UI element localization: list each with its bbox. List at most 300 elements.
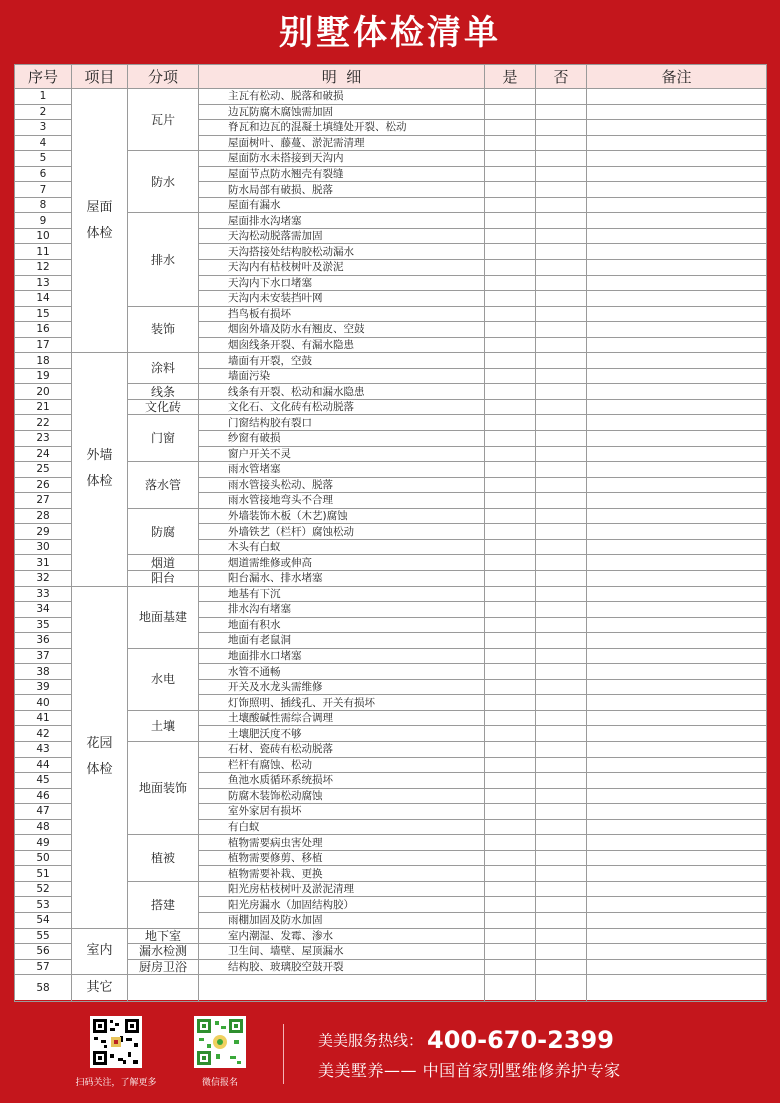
row-seq: 58 [15,975,72,1002]
remark-cell[interactable] [587,679,767,695]
check-yes-cell[interactable] [485,244,536,260]
remark-cell[interactable] [587,275,767,291]
wechat-qr-code-icon [194,1016,246,1068]
check-yes-cell[interactable] [485,804,536,820]
check-no-cell[interactable] [536,337,587,353]
check-yes-cell[interactable] [485,260,536,276]
check-no-cell[interactable] [536,260,587,276]
remark-cell[interactable] [587,586,767,602]
check-yes-cell[interactable] [485,368,536,384]
row-detail: 排水沟有堵塞 [199,602,485,618]
row-seq: 32 [15,570,72,586]
subgroup-cell: 文化砖 [128,399,199,415]
row-detail: 烟道需维修或伸高 [199,555,485,571]
row-seq: 52 [15,881,72,897]
row-seq: 29 [15,524,72,540]
check-no-cell[interactable] [536,120,587,136]
row-seq: 47 [15,804,72,820]
remark-cell[interactable] [587,462,767,478]
check-no-cell[interactable] [536,944,587,960]
check-yes-cell[interactable] [485,524,536,540]
check-yes-cell[interactable] [485,493,536,509]
row-seq: 27 [15,493,72,509]
check-no-cell[interactable] [536,695,587,711]
remark-cell[interactable] [587,399,767,415]
subgroup-cell: 门窗 [128,415,199,462]
remark-cell[interactable] [587,835,767,851]
remark-cell[interactable] [587,866,767,882]
check-yes-cell[interactable] [485,602,536,618]
check-yes-cell[interactable] [485,291,536,307]
check-no-cell[interactable] [536,399,587,415]
check-no-cell[interactable] [536,773,587,789]
check-yes-cell[interactable] [485,633,536,649]
check-no-cell[interactable] [536,135,587,151]
table-row [15,835,767,851]
group-label-line2: 体检 [86,474,113,490]
check-yes-cell[interactable] [485,197,536,213]
row-seq: 26 [15,477,72,493]
check-yes-cell[interactable] [485,710,536,726]
row-detail: 木头有白蚁 [199,539,485,555]
check-no-cell[interactable] [536,213,587,229]
remark-cell[interactable] [587,337,767,353]
row-seq: 19 [15,368,72,384]
check-no-cell[interactable] [536,912,587,928]
check-no-cell[interactable] [536,228,587,244]
check-yes-cell[interactable] [485,850,536,866]
row-seq: 17 [15,337,72,353]
check-yes-cell[interactable] [485,819,536,835]
remark-cell[interactable] [587,959,767,975]
remark-cell[interactable] [587,726,767,742]
row-seq: 35 [15,617,72,633]
header-sub: 分项 [128,65,199,89]
check-yes-cell[interactable] [485,695,536,711]
checklist-table [14,64,767,1002]
remark-cell[interactable] [587,291,767,307]
check-yes-cell[interactable] [485,648,536,664]
check-no-cell[interactable] [536,151,587,167]
row-seq: 2 [15,104,72,120]
row-detail: 开关及水龙头需维修 [199,679,485,695]
check-no-cell[interactable] [536,182,587,198]
check-yes-cell[interactable] [485,959,536,975]
check-yes-cell[interactable] [485,353,536,369]
check-no-cell[interactable] [536,679,587,695]
check-yes-cell[interactable] [485,384,536,400]
check-no-cell[interactable] [536,353,587,369]
check-yes-cell[interactable] [485,415,536,431]
row-seq: 31 [15,555,72,571]
check-yes-cell[interactable] [485,228,536,244]
header-item: 项目 [72,65,128,89]
check-yes-cell[interactable] [485,508,536,524]
remark-cell[interactable] [587,260,767,276]
row-seq: 28 [15,508,72,524]
row-seq: 40 [15,695,72,711]
row-seq: 39 [15,679,72,695]
remark-cell[interactable] [587,741,767,757]
row-seq: 23 [15,431,72,447]
row-detail: 文化石、文化砖有松动脱落 [199,399,485,415]
check-yes-cell[interactable] [485,431,536,447]
check-no-cell[interactable] [536,415,587,431]
check-yes-cell[interactable] [485,477,536,493]
remark-cell[interactable] [587,213,767,229]
check-no-cell[interactable] [536,835,587,851]
row-seq: 22 [15,415,72,431]
remark-cell[interactable] [587,182,767,198]
row-detail: 石材、瓷砖有松动脱落 [199,741,485,757]
check-no-cell[interactable] [536,881,587,897]
check-no-cell[interactable] [536,89,587,105]
header-detail: 明 细 [199,65,485,89]
check-yes-cell[interactable] [485,975,536,1002]
remark-cell[interactable] [587,415,767,431]
row-detail: 水管不通畅 [199,664,485,680]
subgroup-cell: 土壤 [128,710,199,741]
check-no-cell[interactable] [536,866,587,882]
row-seq: 20 [15,384,72,400]
table-row [15,741,767,757]
check-no-cell[interactable] [536,477,587,493]
hotline-number[interactable]: 400-670-2399 [427,1026,614,1054]
remark-cell[interactable] [587,944,767,960]
row-detail: 屋面排水沟堵塞 [199,213,485,229]
row-detail: 鱼池水质循环系统损坏 [199,773,485,789]
check-no-cell[interactable] [536,741,587,757]
remark-cell[interactable] [587,368,767,384]
row-detail: 地面有积水 [199,617,485,633]
remark-cell[interactable] [587,664,767,680]
check-no-cell[interactable] [536,166,587,182]
remark-cell[interactable] [587,912,767,928]
check-no-cell[interactable] [536,710,587,726]
remark-cell[interactable] [587,166,767,182]
check-no-cell[interactable] [536,648,587,664]
check-no-cell[interactable] [536,322,587,338]
check-yes-cell[interactable] [485,617,536,633]
check-yes-cell[interactable] [485,306,536,322]
check-no-cell[interactable] [536,819,587,835]
remark-cell[interactable] [587,151,767,167]
remark-cell[interactable] [587,819,767,835]
row-detail: 门窗结构胶有裂口 [199,415,485,431]
table-row [15,944,767,960]
check-no-cell[interactable] [536,633,587,649]
check-yes-cell[interactable] [485,741,536,757]
remark-cell[interactable] [587,850,767,866]
check-yes-cell[interactable] [485,322,536,338]
table-row [15,975,767,1002]
check-yes-cell[interactable] [485,944,536,960]
check-no-cell[interactable] [536,726,587,742]
check-no-cell[interactable] [536,959,587,975]
row-seq: 12 [15,260,72,276]
row-detail: 雨水管接头松动、脱落 [199,477,485,493]
check-yes-cell[interactable] [485,881,536,897]
check-no-cell[interactable] [536,244,587,260]
check-no-cell[interactable] [536,788,587,804]
remark-cell[interactable] [587,710,767,726]
remark-cell[interactable] [587,353,767,369]
check-yes-cell[interactable] [485,337,536,353]
remark-cell[interactable] [587,104,767,120]
check-no-cell[interactable] [536,508,587,524]
check-yes-cell[interactable] [485,462,536,478]
page-title: 别墅体检清单 [279,13,501,53]
row-seq: 9 [15,213,72,229]
remark-cell[interactable] [587,881,767,897]
remark-cell[interactable] [587,493,767,509]
row-seq: 43 [15,741,72,757]
check-no-cell[interactable] [536,975,587,1002]
table-row [15,89,767,105]
group-label: 室内 [86,943,113,959]
check-yes-cell[interactable] [485,399,536,415]
check-yes-cell[interactable] [485,835,536,851]
table-row [15,462,767,478]
remark-cell[interactable] [587,928,767,944]
check-yes-cell[interactable] [485,912,536,928]
row-detail: 地基有下沉 [199,586,485,602]
table-row [15,959,767,975]
remark-cell[interactable] [587,617,767,633]
check-yes-cell[interactable] [485,679,536,695]
remark-cell[interactable] [587,804,767,820]
check-yes-cell[interactable] [485,213,536,229]
row-detail: 地面有老鼠洞 [199,633,485,649]
remark-cell[interactable] [587,539,767,555]
row-detail: 烟囱线条开裂、有漏水隐患 [199,337,485,353]
row-detail: 阳光房枯枝树叶及淤泥清理 [199,881,485,897]
check-no-cell[interactable] [536,602,587,618]
check-yes-cell[interactable] [485,897,536,913]
table-row [15,384,767,400]
check-yes-cell[interactable] [485,555,536,571]
remark-cell[interactable] [587,602,767,618]
row-seq: 53 [15,897,72,913]
check-yes-cell[interactable] [485,104,536,120]
group-label-line2: 体检 [86,225,113,241]
remark-cell[interactable] [587,322,767,338]
check-no-cell[interactable] [536,291,587,307]
row-detail: 地面排水口堵塞 [199,648,485,664]
check-yes-cell[interactable] [485,151,536,167]
row-detail: 阳台漏水、排水堵塞 [199,570,485,586]
check-no-cell[interactable] [536,462,587,478]
row-seq: 8 [15,197,72,213]
row-detail: 天沟松动脱落需加固 [199,228,485,244]
remark-cell[interactable] [587,120,767,136]
check-yes-cell[interactable] [485,788,536,804]
row-seq: 50 [15,850,72,866]
subgroup-cell: 烟道 [128,555,199,571]
qr1-caption: 扫码关注，了解更多 [75,1078,157,1088]
remark-cell[interactable] [587,244,767,260]
check-no-cell[interactable] [536,570,587,586]
row-seq: 30 [15,539,72,555]
row-detail: 雨棚加固及防水加固 [199,912,485,928]
row-seq: 45 [15,773,72,789]
table-row [15,555,767,571]
subgroup-cell: 防腐 [128,508,199,555]
check-no-cell[interactable] [536,555,587,571]
remark-cell[interactable] [587,306,767,322]
row-detail: 阳光房漏水（加固结构胶） [199,897,485,913]
row-detail: 烟囱外墙及防水有翘皮、空鼓 [199,322,485,338]
check-no-cell[interactable] [536,306,587,322]
hotline-label: 美美服务热线： [318,1031,424,1050]
row-seq: 48 [15,819,72,835]
group-label-line2: 体检 [86,762,113,778]
check-yes-cell[interactable] [485,928,536,944]
remark-cell[interactable] [587,695,767,711]
row-seq: 57 [15,959,72,975]
table-row [15,710,767,726]
table-header-row [15,65,767,89]
row-detail: 卫生间、墙壁、屋顶漏水 [199,944,485,960]
row-seq: 41 [15,710,72,726]
check-no-cell[interactable] [536,104,587,120]
row-seq: 37 [15,648,72,664]
footer-divider [283,1024,284,1084]
subgroup-cell: 阳台 [128,570,199,586]
check-no-cell[interactable] [536,197,587,213]
remark-cell[interactable] [587,228,767,244]
remark-cell[interactable] [587,431,767,447]
row-detail: 天沟内有枯枝树叶及淤泥 [199,260,485,276]
row-detail: 窗户开关不灵 [199,446,485,462]
check-yes-cell[interactable] [485,866,536,882]
check-yes-cell[interactable] [485,586,536,602]
check-no-cell[interactable] [536,368,587,384]
remark-cell[interactable] [587,788,767,804]
check-no-cell[interactable] [536,928,587,944]
check-yes-cell[interactable] [485,570,536,586]
row-detail: 有白蚁 [199,819,485,835]
remark-cell[interactable] [587,633,767,649]
row-seq: 34 [15,602,72,618]
subgroup-cell: 瓦片 [128,89,199,151]
check-yes-cell[interactable] [485,275,536,291]
group-label: 花园 [86,736,113,752]
subgroup-cell: 地面基建 [128,586,199,648]
row-seq: 14 [15,291,72,307]
table-row [15,399,767,415]
check-no-cell[interactable] [536,586,587,602]
check-yes-cell[interactable] [485,135,536,151]
check-no-cell[interactable] [536,446,587,462]
check-no-cell[interactable] [536,897,587,913]
check-yes-cell[interactable] [485,89,536,105]
header-no: 否 [536,65,587,89]
row-detail: 边瓦防腐木腐蚀需加固 [199,104,485,120]
header-seq: 序号 [15,65,72,89]
row-detail: 屋面防水未搭接到天沟内 [199,151,485,167]
row-detail: 防水局部有破损、脱落 [199,182,485,198]
row-seq: 51 [15,866,72,882]
check-yes-cell[interactable] [485,539,536,555]
check-yes-cell[interactable] [485,757,536,773]
remark-cell[interactable] [587,508,767,524]
table-row [15,648,767,664]
subgroup-cell: 搭建 [128,881,199,928]
remark-cell[interactable] [587,477,767,493]
row-seq: 55 [15,928,72,944]
remark-cell[interactable] [587,89,767,105]
row-detail: 植物需要修剪、移植 [199,850,485,866]
remark-cell[interactable] [587,555,767,571]
remark-cell[interactable] [587,446,767,462]
remark-cell[interactable] [587,197,767,213]
check-yes-cell[interactable] [485,166,536,182]
row-detail [199,975,485,1002]
remark-cell[interactable] [587,975,767,1002]
remark-cell[interactable] [587,135,767,151]
check-no-cell[interactable] [536,664,587,680]
row-detail: 土壤酸碱性需综合调理 [199,710,485,726]
check-no-cell[interactable] [536,617,587,633]
subgroup-cell: 防水 [128,151,199,213]
subgroup-cell: 装饰 [128,306,199,353]
check-no-cell[interactable] [536,431,587,447]
remark-cell[interactable] [587,773,767,789]
row-detail: 天沟内未安装挡叶网 [199,291,485,307]
check-no-cell[interactable] [536,539,587,555]
table-row [15,586,767,602]
remark-cell[interactable] [587,648,767,664]
footer [0,1000,780,1103]
row-seq: 4 [15,135,72,151]
check-yes-cell[interactable] [485,664,536,680]
row-seq: 56 [15,944,72,960]
check-no-cell[interactable] [536,524,587,540]
row-detail: 天沟搭接处结构胶松动漏水 [199,244,485,260]
row-detail: 土壤肥沃度不够 [199,726,485,742]
remark-cell[interactable] [587,384,767,400]
check-yes-cell[interactable] [485,446,536,462]
checklist-sheet [14,64,766,1000]
row-seq: 7 [15,182,72,198]
table-row [15,213,767,229]
row-detail: 屋面节点防水翘壳有裂缝 [199,166,485,182]
check-no-cell[interactable] [536,493,587,509]
check-yes-cell[interactable] [485,120,536,136]
remark-cell[interactable] [587,524,767,540]
table-row [15,570,767,586]
qr2-caption: 微信报名 [201,1078,238,1088]
remark-cell[interactable] [587,570,767,586]
remark-cell[interactable] [587,757,767,773]
row-seq: 5 [15,151,72,167]
check-no-cell[interactable] [536,757,587,773]
check-no-cell[interactable] [536,850,587,866]
table-row [15,881,767,897]
check-yes-cell[interactable] [485,773,536,789]
group-label: 外墙 [86,448,113,464]
check-no-cell[interactable] [536,275,587,291]
remark-cell[interactable] [587,897,767,913]
header-yes: 是 [485,65,536,89]
check-no-cell[interactable] [536,384,587,400]
check-no-cell[interactable] [536,804,587,820]
check-yes-cell[interactable] [485,726,536,742]
row-seq: 49 [15,835,72,851]
subgroup-cell: 地面装饰 [128,741,199,834]
check-yes-cell[interactable] [485,182,536,198]
